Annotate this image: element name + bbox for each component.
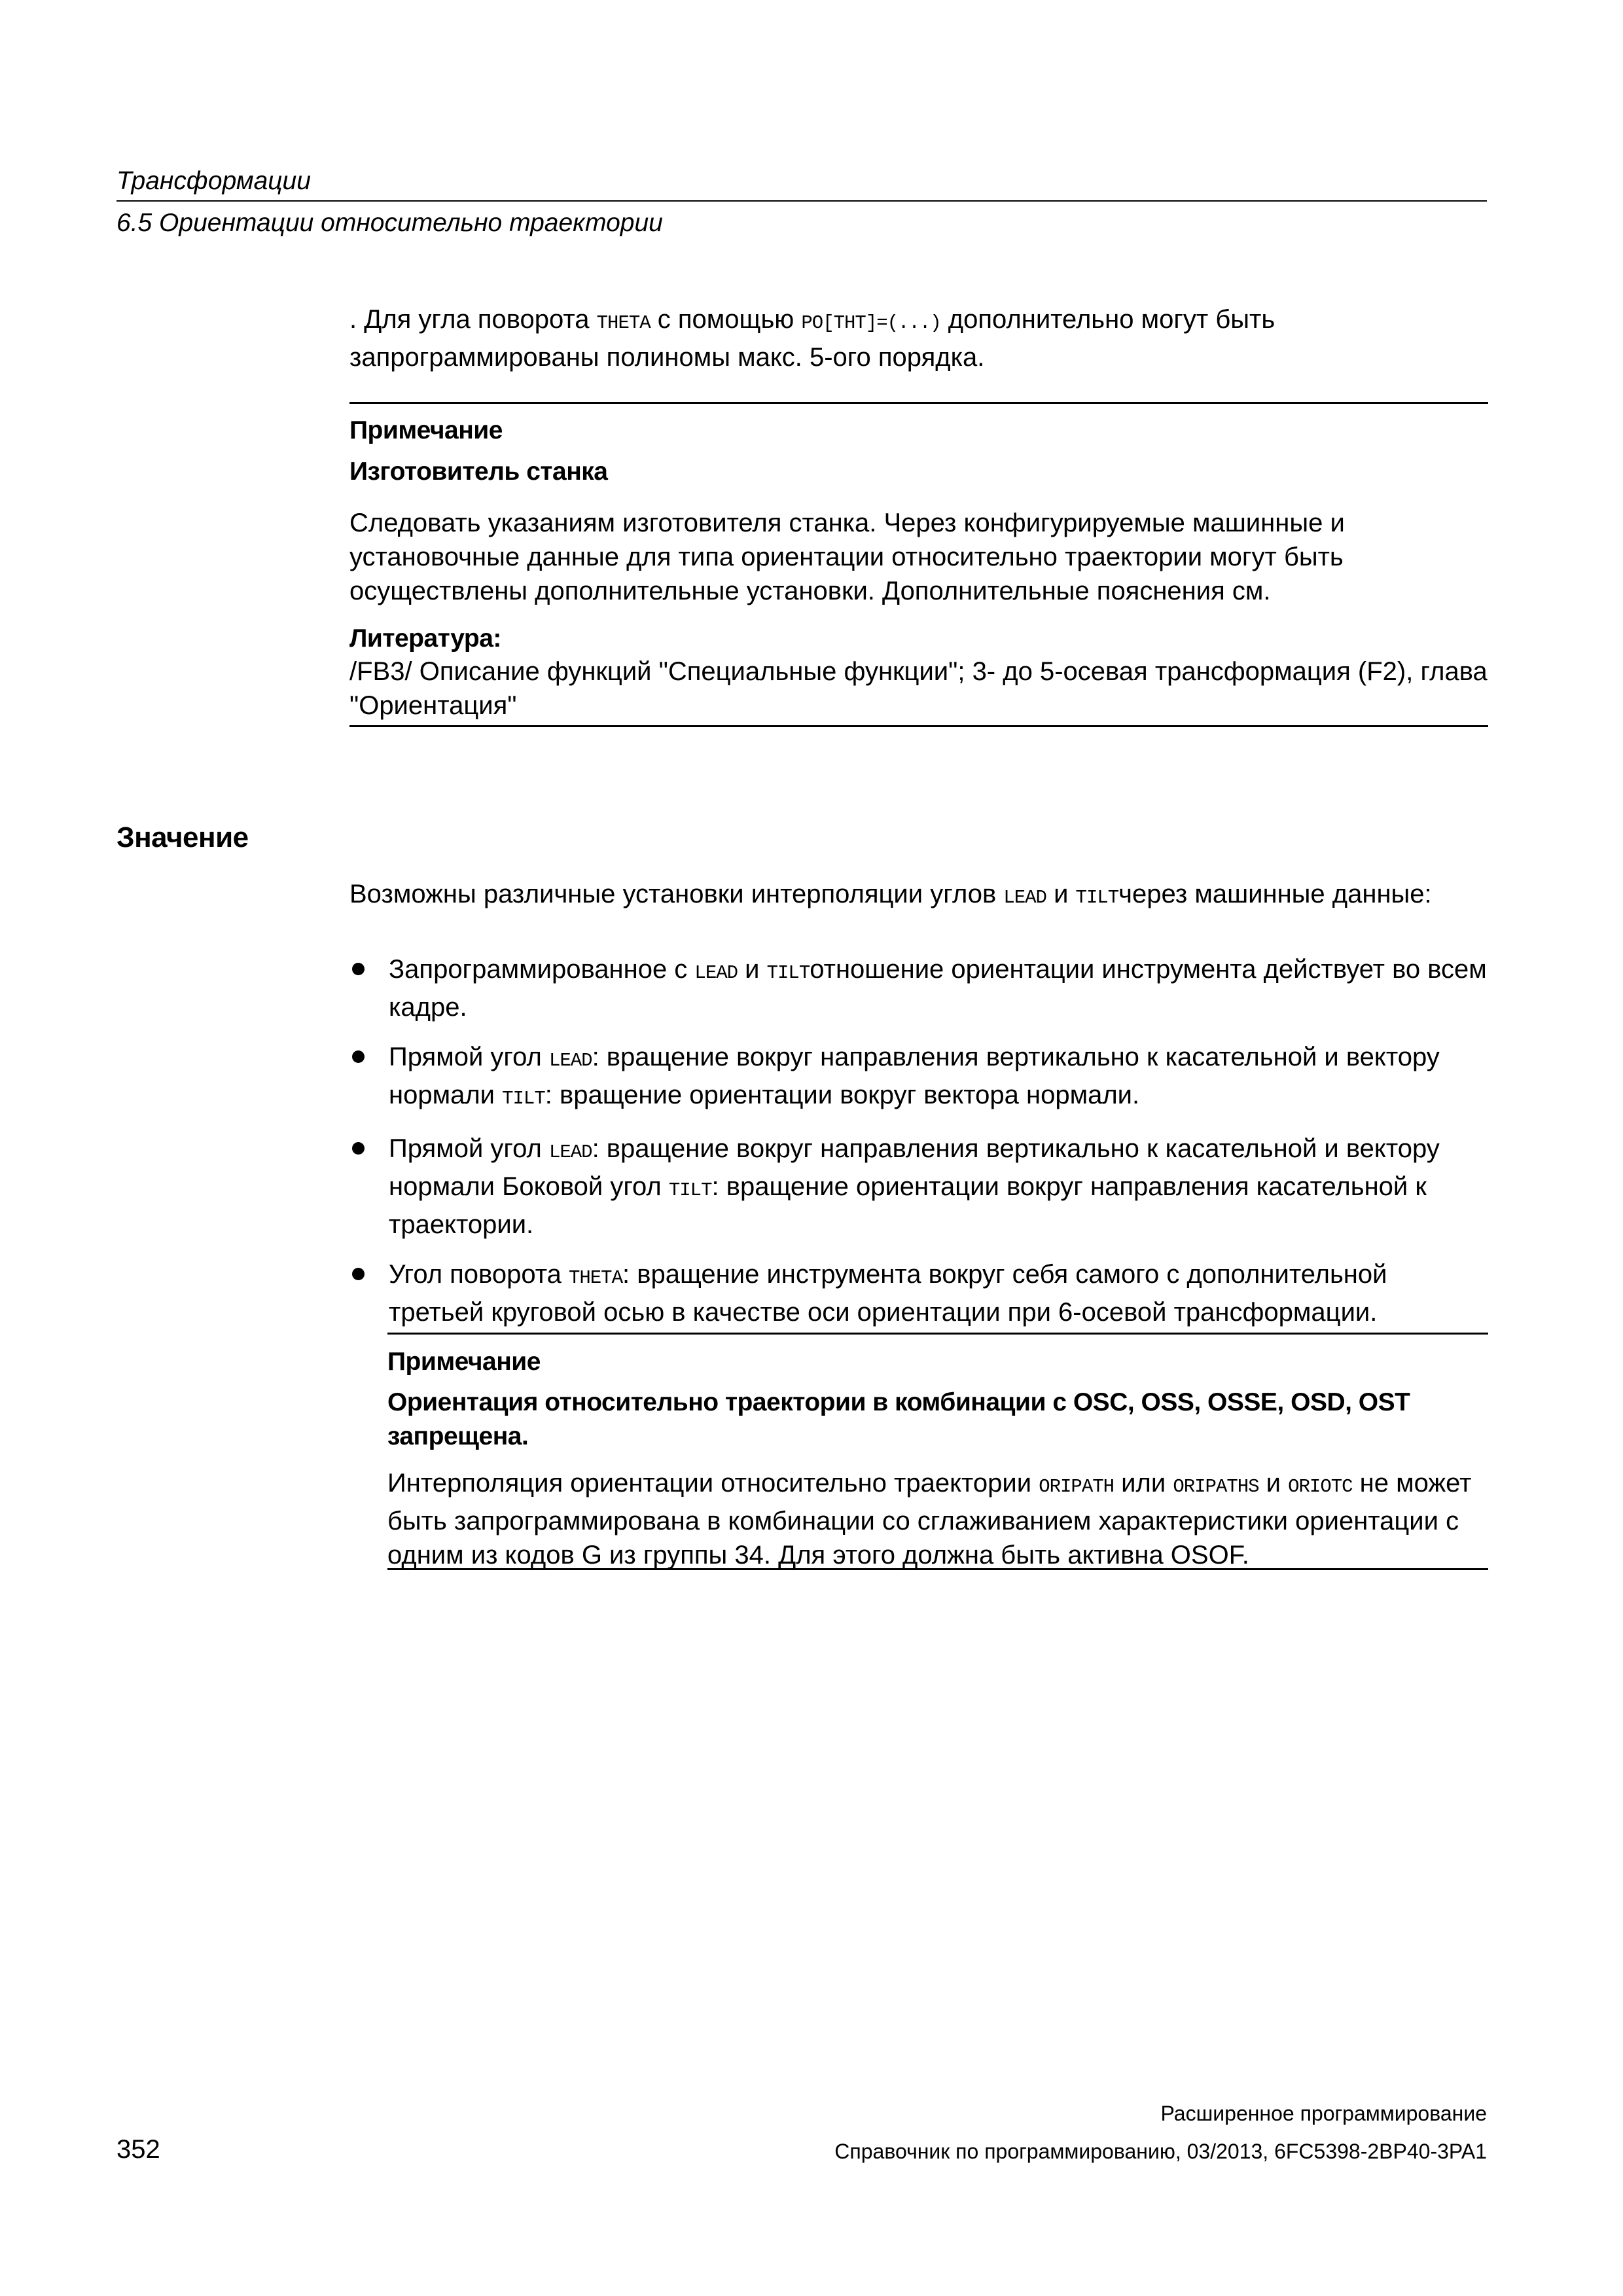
bullet-list [349,952,1488,1345]
section-paragraph: Возможны различные установки интерполяции углов LEAD и TILTчерез машинные данные: [349,880,1432,908]
code-oripaths: ORIPATHS [1173,1476,1259,1498]
code-tilt: TILT [1075,887,1119,908]
bullet-icon [352,963,365,975]
footer-book-title: Расширенное программирование [1160,2102,1487,2125]
note-bottom-rule [349,725,1488,727]
bullet-icon [352,1142,365,1155]
literature-reference: /FB3/ Описание функций "Специальные функции"; 3- до 5-осевая трансформация (F2), глава "Ориентация" [349,657,1488,720]
note-text: Следовать указаниям изготовителя станка. Через конфигурируемые машинные и установочные данные для типа ориентации относительно траектории могут быть осуществлены дополнительные установки. Дополнительные пояснения см. [349,509,1345,605]
code-tilt: TILT [502,1088,545,1109]
code-tilt: TILT [766,962,810,984]
code-lead: LEAD [694,962,738,984]
note-top-rule [349,402,1488,404]
code-theta: THETA [596,312,651,334]
list-item: Запрограммированное с LEAD и TILTотношение ориентации инструмента действует во всем кадре. [349,952,1488,1024]
page-number: 352 [116,2135,160,2164]
bullet-icon [352,1050,365,1063]
footer-document-id: Справочник по программированию, 03/2013, 6FC5398-2BP40-3PA1 [834,2140,1487,2163]
literature-label: Литература: [349,624,501,653]
bullet-icon [352,1268,365,1280]
code-lead: LEAD [548,1141,592,1163]
code-lead: LEAD [1003,887,1046,908]
intro-paragraph: . Для угла поворота THETA с помощью PO[THT]=(...) дополнительно могут быть запрограммированы полиномы макс. 5-ого порядка. [349,305,1275,372]
code-oripath: ORIPATH [1039,1476,1115,1498]
list-item: Прямой угол LEAD: вращение вокруг направления вертикально к касательной и вектору нормали TILT: вращение ориентации вокруг вектора нормали. [349,1040,1488,1116]
note2-top-rule [387,1333,1488,1335]
note-label: Примечание [349,416,503,444]
note2-text: Интерполяция ориентации относительно траектории ORIPATH или ORIPATHS и ORIOTC не может быть запрограммирована в комбинации со сглаживанием характеристики ориентации с одним из кодов G из группы 34. Для этого должна быть активна OSOF. [387,1469,1472,1570]
running-header-section: 6.5 Ориентации относительно траектории [116,209,663,237]
running-header-chapter: Трансформации [116,167,311,195]
note-title: Изготовитель станка [349,457,608,486]
header-rule [116,200,1487,202]
code-oriotc: ORIOTC [1288,1476,1353,1498]
code-tilt: TILT [668,1179,712,1201]
section-heading: Значение [116,821,249,853]
note2-bottom-rule [387,1568,1488,1570]
list-item: Угол поворота THETA: вращение инструмента вокруг себя самого с дополнительной третьей круговой осью в качестве оси ориентации при 6-осевой трансформации. [349,1257,1488,1329]
code-theta: THETA [568,1267,622,1289]
code-lead: LEAD [548,1050,592,1071]
code-po-tht: PO[THT]=(...) [801,312,941,334]
note2-label: Примечание [387,1348,541,1376]
note2-title: Ориентация относительно траектории в комбинации с OSC, OSS, OSSE, OSD, OST запрещена. [387,1388,1410,1450]
list-item: Прямой угол LEAD: вращение вокруг направления вертикально к касательной и вектору нормали Боковой угол TILT: вращение ориентации вокруг направления касательной к траектории. [349,1132,1488,1242]
